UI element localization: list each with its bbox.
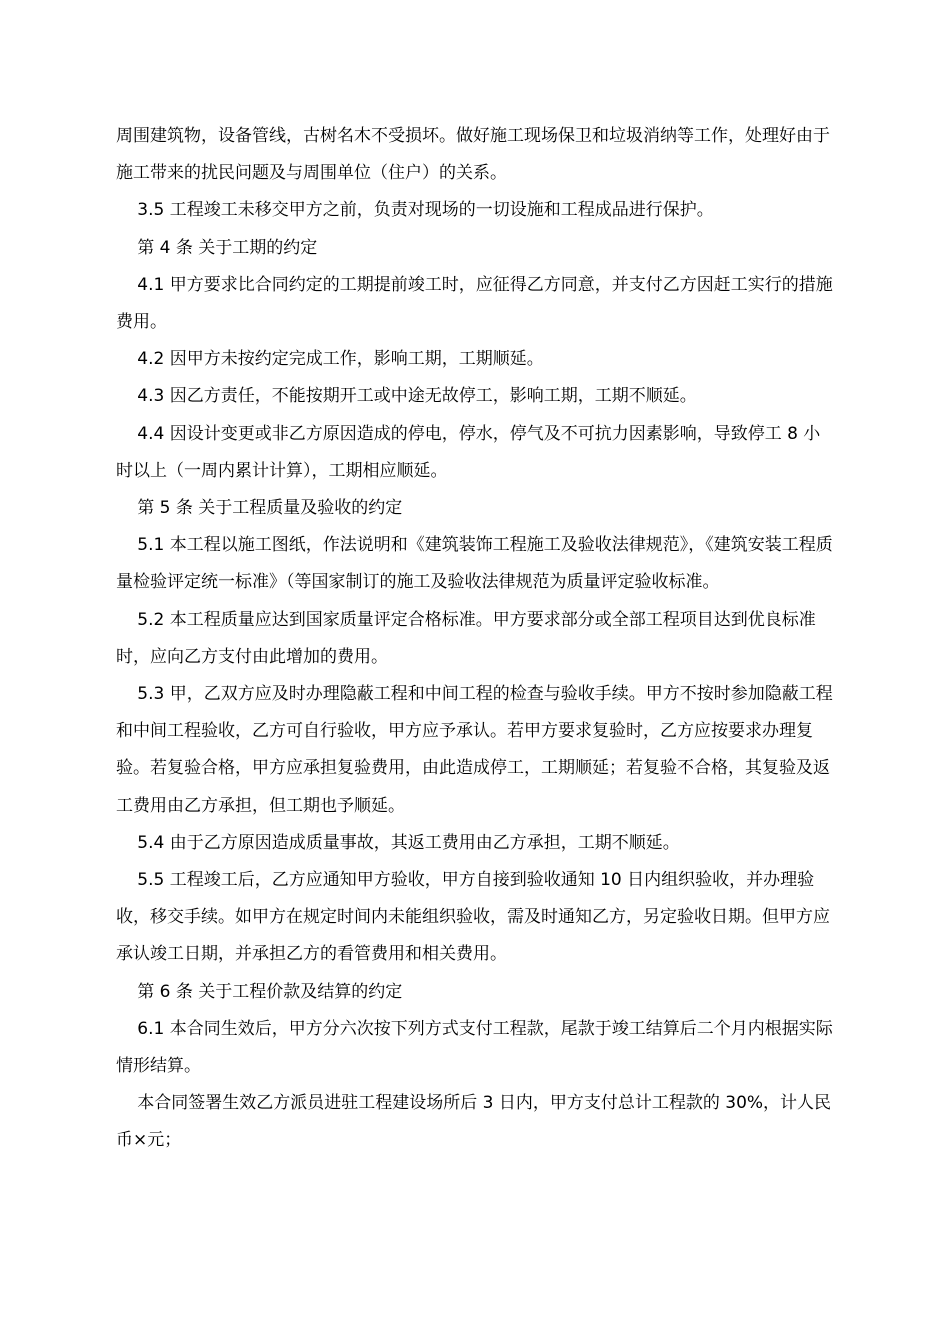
clause-4-1: 4.1 甲方要求比合同约定的工期提前竣工时，应征得乙方同意，并支付乙方因赶工实行的措施费用。 (116, 274, 833, 333)
article-5-heading: 第 5 条 关于工程质量及验收的约定 (137, 498, 403, 519)
document-page (116, 118, 836, 1160)
clause-5-4: 5.4 由于乙方原因造成质量事故，其返工费用由乙方承担，工期不顺延。 (137, 832, 680, 853)
payment-paragraph: 本合同签署生效乙方派员进驻工程建设场所后 3 日内，甲方支付总计工程款的 30%，计人民币×元； (116, 1093, 832, 1151)
clause-5-5: 5.5 工程竣工后，乙方应通知甲方验收，甲方自接到验收通知 10 日内组织验收，并办理验收，移交手续。如甲方在规定时间内未能组织验收，需及时通知乙方，另定验收日期。但甲方应承认竣工日期，并承担乙方的看管费用和相关费用。 (116, 870, 830, 965)
clause-5-3: 5.3 甲，乙双方应及时办理隐蔽工程和中间工程的检查与验收手续。甲方不按时参加隐蔽工程和中间工程验收，乙方可自行验收，甲方应予承认。若甲方要求复验时，乙方应按要求办理复验。若复验合格，甲方应承担复验费用，由此造成停工，工期顺延；若复验不合格，其复验及返工费用由乙方承担，但工期也予顺延。 (116, 684, 833, 816)
clause-5-1: 5.1 本工程以施工图纸，作法说明和《建筑装饰工程施工及验收法律规范》，《建筑安装工程质量检验评定统一标准》（等国家制订的施工及验收法律规范为质量评定验收标准。 (116, 535, 833, 593)
article-6-heading: 第 6 条 关于工程价款及结算的约定 (137, 981, 403, 1002)
clause-3-5: 3.5 工程竣工未移交甲方之前，负责对现场的一切设施和工程成品进行保护。 (137, 200, 714, 221)
clause-4-4: 4.4 因设计变更或非乙方原因造成的停电，停水，停气及不可抗力因素影响，导致停工 8 小时以上（一周内累计计算），工期相应顺延。 (116, 423, 821, 481)
clause-4-2: 4.2 因甲方未按约定完成工作，影响工期，工期顺延。 (137, 349, 544, 370)
clause-5-2: 5.2 本工程质量应达到国家质量评定合格标准。甲方要求部分或全部工程项目达到优良标准时，应向乙方支付由此增加的费用。 (116, 609, 816, 667)
article-4-heading: 第 4 条 关于工期的约定 (137, 237, 318, 258)
paragraph-continuation: 周围建筑物，设备管线，古树名木不受损坏。做好施工现场保卫和垃圾消纳等工作，处理好由于施工带来的扰民问题及与周围单位（住户）的关系。 (116, 126, 830, 184)
clause-6-1: 6.1 本合同生效后，甲方分六次按下列方式支付工程款，尾款于竣工结算后二个月内根据实际情形结算。 (116, 1018, 833, 1077)
clause-4-3: 4.3 因乙方责任，不能按期开工或中途无故停工，影响工期，工期不顺延。 (137, 386, 697, 407)
